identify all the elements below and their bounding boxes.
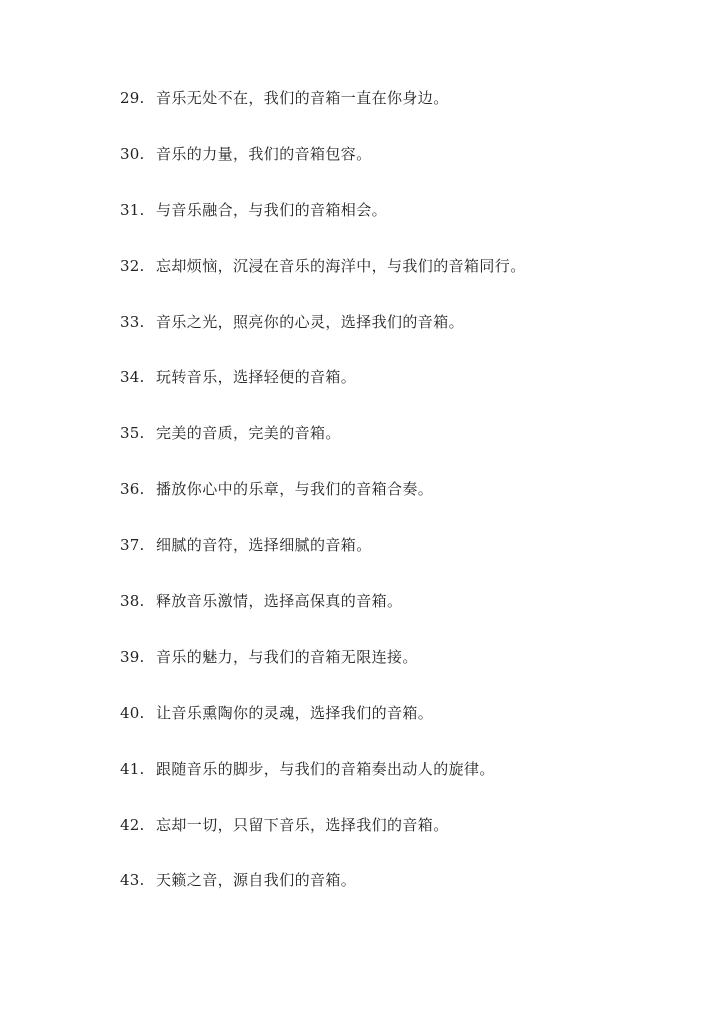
item-text: 忘却一切，只留下音乐，选择我们的音箱。 xyxy=(156,815,449,834)
list-item xyxy=(120,477,680,533)
list-item xyxy=(120,757,680,813)
item-number: 32. xyxy=(120,256,145,275)
list-item xyxy=(120,86,680,142)
item-number: 42. xyxy=(120,815,145,834)
list-item xyxy=(120,813,680,869)
item-number: 38. xyxy=(120,592,145,611)
item-text: 细腻的音符，选择细腻的音箱。 xyxy=(156,536,372,555)
item-number: 31. xyxy=(120,200,145,219)
item-text: 天籁之音，源自我们的音箱。 xyxy=(156,871,357,890)
item-number: 35. xyxy=(120,424,145,443)
item-text: 与音乐融合，与我们的音箱相会。 xyxy=(156,200,388,219)
item-number: 29. xyxy=(120,89,145,107)
item-number: 39. xyxy=(120,647,145,666)
list-item xyxy=(120,645,680,701)
list-item xyxy=(120,254,680,310)
item-text: 玩转音乐，选择轻便的音箱。 xyxy=(156,368,357,387)
list-item xyxy=(120,365,680,421)
item-number: 33. xyxy=(120,312,145,331)
item-text: 跟随音乐的脚步，与我们的音箱奏出动人的旋律。 xyxy=(156,759,495,778)
item-number: 37. xyxy=(120,536,145,555)
list-item xyxy=(120,310,680,366)
item-number: 30. xyxy=(120,144,145,163)
list-item xyxy=(120,533,680,589)
list-item xyxy=(120,589,680,645)
item-text: 音乐之光，照亮你的心灵，选择我们的音箱。 xyxy=(156,312,465,331)
item-text: 忘却烦恼，沉浸在音乐的海洋中，与我们的音箱同行。 xyxy=(156,256,526,275)
item-text: 音乐的力量，我们的音箱包容。 xyxy=(156,144,372,163)
slogan-list xyxy=(120,86,680,924)
item-number: 40. xyxy=(120,703,145,722)
item-text: 播放你心中的乐章，与我们的音箱合奏。 xyxy=(156,480,434,499)
item-text: 释放音乐激情，选择高保真的音箱。 xyxy=(156,592,403,611)
item-text: 音乐无处不在，我们的音箱一直在你身边。 xyxy=(156,89,449,107)
item-number: 41. xyxy=(120,759,145,778)
list-item xyxy=(120,421,680,477)
item-text: 让音乐熏陶你的灵魂，选择我们的音箱。 xyxy=(156,703,434,722)
item-text: 音乐的魅力，与我们的音箱无限连接。 xyxy=(156,647,418,666)
list-item xyxy=(120,142,680,198)
item-number: 36. xyxy=(120,480,145,499)
item-number: 34. xyxy=(120,368,145,387)
list-item xyxy=(120,701,680,757)
list-item xyxy=(120,198,680,254)
list-item xyxy=(120,868,680,924)
item-number: 43. xyxy=(120,871,145,890)
item-text: 完美的音质，完美的音箱。 xyxy=(156,424,341,443)
